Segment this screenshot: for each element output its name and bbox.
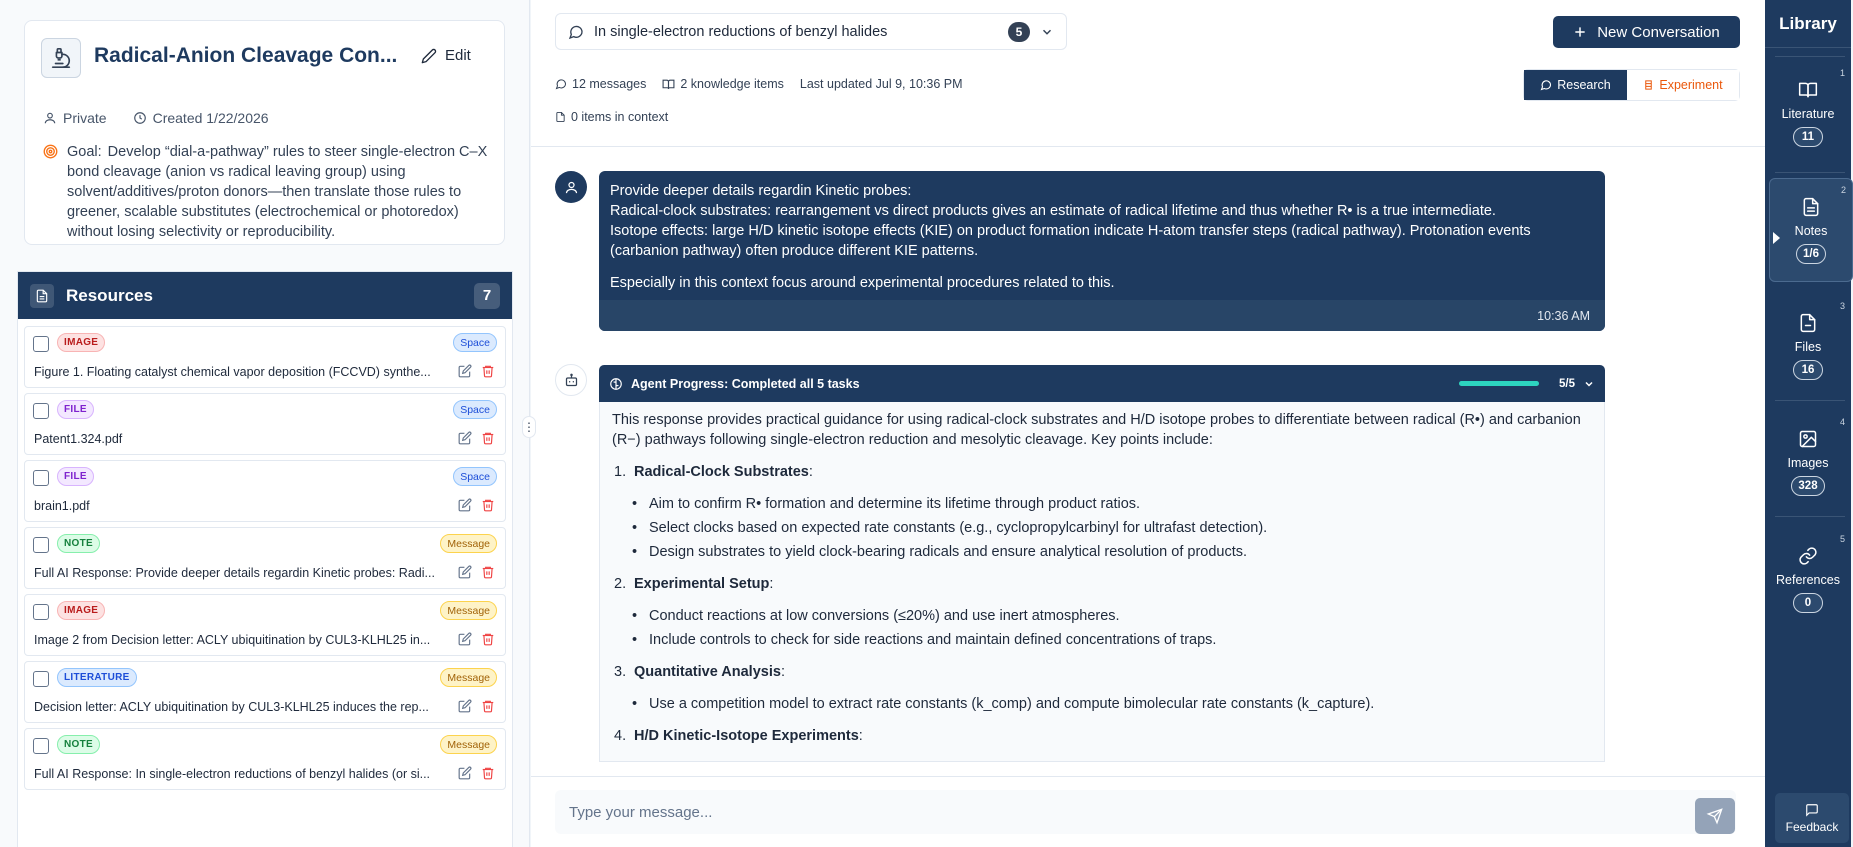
edit-project-button[interactable] [421,47,471,64]
library-item-files[interactable] [1765,295,1851,399]
library-title: Library [1765,0,1851,48]
library-item-count: 11 [1793,127,1823,147]
resource-item[interactable] [24,594,506,656]
edit-icon[interactable] [458,766,472,780]
conversation-header [531,0,1765,147]
resource-type-badge: NOTE [57,534,100,553]
conversation-stats [555,77,979,91]
notes-icon [1801,195,1821,219]
flask-icon [1643,79,1654,91]
section-bullets [612,494,1592,562]
document-icon [30,284,54,308]
user-icon [564,180,579,195]
message-timestamp: 10:36 AM [1537,308,1590,323]
trash-icon[interactable] [481,364,495,378]
user-message-line: Especially in this context focus around experimental procedures related to this. [610,275,1115,291]
section-number: 1. [614,464,627,480]
chevron-down-icon [1583,378,1595,390]
library-item-number: 4 [1839,417,1845,427]
resource-item[interactable] [24,661,506,723]
resource-scope-badge: Message [440,601,497,620]
library-item-count: 16 [1793,360,1823,380]
new-conversation-label: New Conversation [1597,23,1720,41]
agent-response [599,402,1605,762]
section-bullet: • Use a competition model to extract rate constants (k_comp) and compute bimolecular rate constants (k_capture). [632,694,1592,714]
user-message-line: Radical-clock substrates: rearrangement vs direct products gives an estimate of radical lifetime and thus whether R• is a true intermediate. [610,203,1496,219]
section-bullet: • Aim to confirm R• formation and determine its lifetime through product ratios. [632,494,1592,514]
section-bullet: • Select clocks based on expected rate constants (e.g., cyclopropylcarbinyl for ultrafast detection). [632,518,1592,538]
library-item-label: References [1776,573,1840,587]
user-message [599,171,1605,331]
trash-icon[interactable] [481,766,495,780]
resource-name: Patent1.324.pdf [34,432,123,446]
agent-progress-bar [1459,381,1539,386]
resource-name: Full AI Response: Provide deeper details regardin Kinetic probes: Radi... [34,566,435,580]
resources-header [18,272,512,319]
last-updated: Last updated Jul 9, 10:36 PM [799,77,963,91]
message-count: 12 messages [572,77,647,91]
conversation-selector[interactable] [555,13,1067,50]
library-item-number: 3 [1839,301,1845,311]
library-item-notes[interactable] [1769,178,1853,282]
library-divider [1775,172,1845,173]
book-open-icon [662,78,675,91]
resource-type-badge: NOTE [57,735,100,754]
section-title: Experimental Setup [634,576,770,592]
resources-count: 7 [474,283,500,309]
clock-icon [133,111,147,125]
section-number: 3. [614,664,627,680]
resource-scope-badge: Message [440,735,497,754]
agent-avatar [555,364,587,396]
pencil-icon [421,48,437,64]
resource-checkbox[interactable] [33,403,49,419]
section-title: H/D Kinetic-Isotope Experiments [634,728,859,744]
agent-intro: This response provides practical guidance for using radical-clock substrates and H/D isotope probes to differentiate between radical (R•) and carbanion (R−) pathways following single-electron reduction and mesolytic cleavage. Key points include: [612,412,1581,448]
resource-name: Full AI Response: In single-electron reductions of benzyl halides (or si... [34,767,431,781]
trash-icon[interactable] [481,699,495,713]
section-title: Radical-Clock Substrates [634,464,809,480]
edit-icon[interactable] [458,498,472,512]
trash-icon[interactable] [481,565,495,579]
section-bullets [612,606,1592,650]
library-item-label: Files [1794,340,1822,354]
project-meta [43,110,269,126]
edit-icon[interactable] [458,565,472,579]
context-count: 0 items in context [571,110,669,124]
section-bullets [612,694,1592,714]
resource-item[interactable] [24,326,506,388]
resource-scope-badge: Message [440,534,497,553]
agent-sections [612,462,1592,746]
research-mode-button[interactable] [1524,70,1627,100]
resources-panel [17,271,513,847]
project-goal [43,142,493,242]
agent-section: 4. H/D Kinetic-Isotope Experiments: [614,728,863,744]
robot-icon [564,373,579,388]
active-caret-icon [1773,232,1780,244]
message-square-icon [1805,803,1819,817]
new-conversation-button[interactable] [1553,16,1740,48]
trash-icon[interactable] [481,632,495,646]
target-icon [43,144,58,159]
library-divider [1775,400,1845,401]
message-timestamp-bar [599,300,1605,331]
chat-area [531,0,1765,847]
resource-item[interactable] [24,460,506,522]
visibility-label: Private [63,110,107,126]
resource-type-badge: FILE [57,400,94,419]
message-icon [555,78,567,90]
library-divider [1775,56,1845,57]
library-item-number: 2 [1840,185,1846,195]
message-thread[interactable] [531,148,1765,758]
library-divider [1775,516,1845,517]
resource-checkbox[interactable] [33,470,49,486]
edit-icon[interactable] [458,699,472,713]
message-input[interactable] [555,790,1736,834]
context-info [555,110,668,124]
trash-icon[interactable] [481,431,495,445]
library-item-label: Notes [1794,224,1828,238]
library-item-count: 0 [1793,593,1823,613]
send-icon [1707,808,1723,824]
resource-item[interactable] [24,527,506,589]
mode-toggle [1523,69,1740,101]
user-message-line: Isotope effects: large H/D kinetic isotope effects (KIE) on product formation indicate H-atom transfer steps (radical pathway). Protonation events (carbanion pathway) often produce different KIE patterns. [610,223,1531,259]
resource-checkbox[interactable] [33,738,49,754]
panel-resize-handle[interactable]: ⋮ [522,416,536,438]
experiment-label: Experiment [1659,78,1723,92]
section-bullet: • Design substrates to yield clock-bearing radicals and ensure analytical resolution of products. [632,542,1592,562]
resource-type-badge: FILE [57,467,94,486]
edit-icon[interactable] [458,632,472,646]
section-number: 4. [614,728,627,744]
microscope-icon [41,38,81,78]
agent-progress-title: Agent Progress: Completed all 5 tasks [631,376,860,391]
library-item-count: 1/6 [1796,244,1826,264]
knowledge-count: 2 knowledge items [680,77,784,91]
chat-bubble-icon [1540,79,1552,91]
resources-title: Resources [66,285,153,305]
resource-checkbox[interactable] [33,604,49,620]
feedback-label: Feedback [1785,819,1839,834]
edit-icon[interactable] [458,431,472,445]
resource-scope-badge: Message [440,668,497,687]
plus-icon [1573,25,1587,39]
agent-progress-count: 5/5 [1559,377,1575,390]
link-icon [1798,544,1818,568]
resources-list [18,326,512,790]
composer [531,776,1765,847]
chat-bubble-icon [568,24,584,40]
file-icon [1798,311,1818,335]
resource-name: brain1.pdf [34,499,90,513]
library-item-label: Literature [1781,107,1835,121]
resource-name: Image 2 from Decision letter: ACLY ubiquitination by CUL3-KLHL25 in... [34,633,431,647]
library-sidebar [1765,0,1851,847]
image-icon [1798,427,1818,451]
resource-type-badge: IMAGE [57,333,105,352]
user-icon [43,111,57,125]
project-card [24,20,505,245]
goal-label: Goal: [67,144,102,160]
agent-progress-toggle[interactable] [599,365,1605,402]
research-label: Research [1557,78,1611,92]
section-number: 2. [614,576,627,592]
section-bullet: • Include controls to check for side reactions and maintain defined concentrations of traps. [632,630,1592,650]
experiment-mode-button[interactable] [1627,70,1739,100]
library-item-label: Images [1787,456,1829,470]
resource-checkbox[interactable] [33,336,49,352]
resource-scope-badge: Space [453,467,497,486]
agent-progress-fill [1459,381,1539,386]
goal-text: Develop “dial-a-pathway” rules to steer single-electron C–X bond cleavage (anion vs radical leaving group) using solvent/additives/proton donors—then translate those rules to greener, scalable substitutes (electrochemical or photoredox) without losing selectivity or reproducibility. [67,144,488,240]
user-message-line: Provide deeper details regardin Kinetic probes: [610,183,912,199]
agent-section: 1. Radical-Clock Substrates: • Aim to confirm R• formation and determine its lifetime through product ratios. • Select clocks based on expected rate constants (e.g., cyclopropylcarbinyl for ultrafast detection). • Design substrates to yield clock-bearing radicals and ensure analytical resolution of products. [612,462,1592,562]
left-panel [0,0,530,847]
agent-section: 2. Experimental Setup: • Conduct reactions at low conversions (≤20%) and use inert atmospheres. • Include controls to check for side reactions and maintain defined concentrations of traps. [612,574,1592,650]
resource-item[interactable] [24,393,506,455]
trash-icon[interactable] [481,498,495,512]
conversation-count-badge: 5 [1008,22,1030,42]
library-item-references[interactable] [1765,528,1851,632]
library-item-count: 328 [1791,476,1824,496]
brain-icon [609,377,623,391]
resource-type-badge: IMAGE [57,601,105,620]
resource-name: Figure 1. Floating catalyst chemical vapor deposition (FCCVD) synthe... [34,365,431,379]
chevron-down-icon [1040,25,1054,39]
feedback-button[interactable] [1775,793,1849,843]
resource-scope-badge: Space [453,400,497,419]
library-item-literature[interactable] [1765,62,1851,166]
resource-checkbox[interactable] [33,671,49,687]
project-title: Radical-Anion Cleavage Con... [94,44,398,67]
current-conversation: In single-electron reductions of benzyl halides [594,23,888,40]
section-title: Quantitative Analysis [634,664,781,680]
edit-label: Edit [445,47,471,64]
created-date: Created 1/22/2026 [152,110,269,126]
resource-name: Decision letter: ACLY ubiquitination by CUL3-KLHL25 induces the rep... [34,700,429,714]
library-item-number: 5 [1839,534,1845,544]
library-item-number: 1 [1839,68,1845,78]
resource-type-badge: LITERATURE [57,668,137,687]
resource-scope-badge: Space [453,333,497,352]
resource-checkbox[interactable] [33,537,49,553]
book-icon [1798,78,1818,102]
file-small-icon [555,111,566,123]
edit-icon[interactable] [458,364,472,378]
resource-item[interactable] [24,728,506,790]
user-avatar [555,171,587,203]
agent-section: 3. Quantitative Analysis: • Use a competition model to extract rate constants (k_comp) and compute bimolecular rate constants (k_capture). [612,662,1592,714]
library-item-images[interactable] [1765,411,1851,515]
send-button[interactable] [1695,798,1735,834]
section-bullet: • Conduct reactions at low conversions (≤20%) and use inert atmospheres. [632,606,1592,626]
